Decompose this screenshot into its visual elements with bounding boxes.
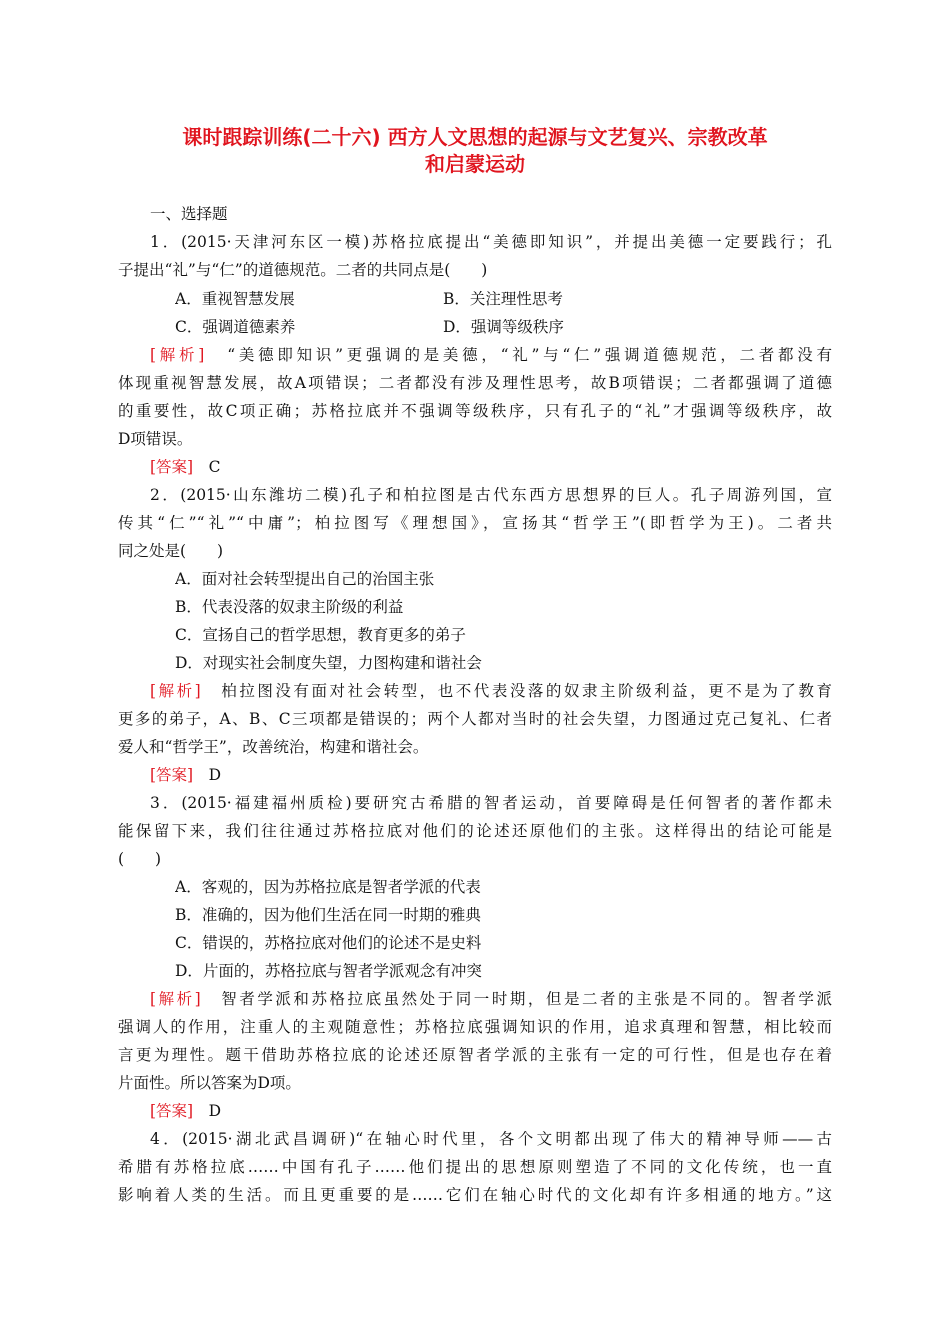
q3-option-b: B．准确的，因为他们生活在同一时期的雅典 [175,906,481,924]
answer-tag: [答案] [150,1102,194,1120]
analysis-tag: [解析] [150,990,201,1008]
q2-option-a: A．面对社会转型提出自己的治国主张 [175,570,435,588]
q2-option-c: C．宣扬自己的哲学思想，教育更多的弟子 [175,626,466,644]
analysis-tag: [解析] [150,682,201,700]
q1-option-b: B．关注理性思考 [443,290,563,308]
q3-stem-line-3: ( ) [118,850,162,868]
answer-tag: [答案] [150,458,194,476]
q2-analysis-line-3: 爱人和“哲学王”，改善统治，构建和谐社会。 [118,738,429,756]
q1-option-c: C．强调道德素养 [175,318,296,336]
q1-stem-line-2: 子提出“礼”与“仁”的道德规范。二者的共同点是( ) [118,261,488,279]
q2-option-b: B．代表没落的奴隶主阶级的利益 [175,598,404,616]
q3-answer: [答案] D [150,1102,222,1120]
q2-analysis-line-2: 更多的弟子，A、B、C三项都是错误的；两个人都对当时的社会失望，力图通过克己复礼、仁者 [118,710,832,728]
q3-stem-line-2: 能保留下来，我们往往通过苏格拉底对他们的论述还原他们的主张。这样得出的结论可能是 [118,822,832,840]
q1-option-a: A．重视智慧发展 [175,290,295,308]
q3-analysis-line-2: 强调人的作用，注重人的主观随意性；苏格拉底强调知识的作用，追求真理和智慧，相比较而 [118,1018,832,1036]
q2-answer: [答案] D [150,766,222,784]
document-title-line-1: 课时跟踪训练(二十六) 西方人文思想的起源与文艺复兴、宗教改革 [182,125,768,149]
q2-analysis-line-1: [解析] 柏拉图没有面对社会转型，也不代表没落的奴隶主阶级利益，更不是为了教育 [150,682,832,700]
q4-stem-line-2: 希腊有苏格拉底……中国有孔子……他们提出的思想原则塑造了不同的文化传统，也一直 [118,1158,832,1176]
q1-answer: [答案] C [150,458,221,476]
q3-option-d: D．片面的，苏格拉底与智者学派观念有冲突 [175,962,482,980]
q3-analysis-line-3: 言更为理性。题干借助苏格拉底的论述还原智者学派的主张有一定的可行性，但是也存在着 [118,1046,832,1064]
q3-option-c: C．错误的，苏格拉底对他们的论述不是史料 [175,934,482,952]
q1-stem-line-1: 1．(2015·天津河东区一模)苏格拉底提出“美德即知识”，并提出美德一定要践行；孔 [150,233,832,251]
q2-option-d: D．对现实社会制度失望，力图构建和谐社会 [175,654,482,672]
analysis-tag: [解析] [150,346,205,364]
q1-analysis-line-1: [解析] “美德即知识”更强调的是美德，“礼”与“仁”强调道德规范，二者都没有 [150,346,832,364]
q3-analysis-line-4: 片面性。所以答案为D项。 [118,1074,301,1092]
section-heading: 一、选择题 [150,205,228,223]
q2-stem-line-3: 同之处是( ) [118,542,224,560]
answer-tag: [答案] [150,766,194,784]
q2-stem-line-2: 传其“仁”“礼”“中庸”；柏拉图写《理想国》，宣扬其“哲学王”(即哲学为王)。二者共 [118,514,832,532]
q4-stem-line-1: 4．(2015·湖北武昌调研)“在轴心时代里，各个文明都出现了伟大的精神导师——古 [150,1130,832,1148]
q4-stem-line-3: 影响着人类的生活。而且更重要的是……它们在轴心时代的文化却有许多相通的地方。”这 [118,1186,832,1204]
q3-stem-line-1: 3．(2015·福建福州质检)要研究古希腊的智者运动，首要障碍是任何智者的著作都未 [150,794,832,812]
q3-option-a: A．客观的，因为苏格拉底是智者学派的代表 [175,878,481,896]
document-title-line-2: 和启蒙运动 [425,152,525,176]
q1-analysis-line-2: 体现重视智慧发展，故A项错误；二者都没有涉及理性思考，故B项错误；二者都强调了道德 [118,374,832,392]
q1-option-d: D．强调等级秩序 [443,318,564,336]
q3-analysis-line-1: [解析] 智者学派和苏格拉底虽然处于同一时期，但是二者的主张是不同的。智者学派 [150,990,832,1008]
q1-analysis-line-4: D项错误。 [118,430,193,448]
q2-stem-line-1: 2．(2015·山东潍坊二模)孔子和柏拉图是古代东西方思想界的巨人。孔子周游列国，宣 [150,486,832,504]
q1-analysis-line-3: 的重要性，故C项正确；苏格拉底并不强调等级秩序，只有孔子的“礼”才强调等级秩序，故 [118,402,832,420]
